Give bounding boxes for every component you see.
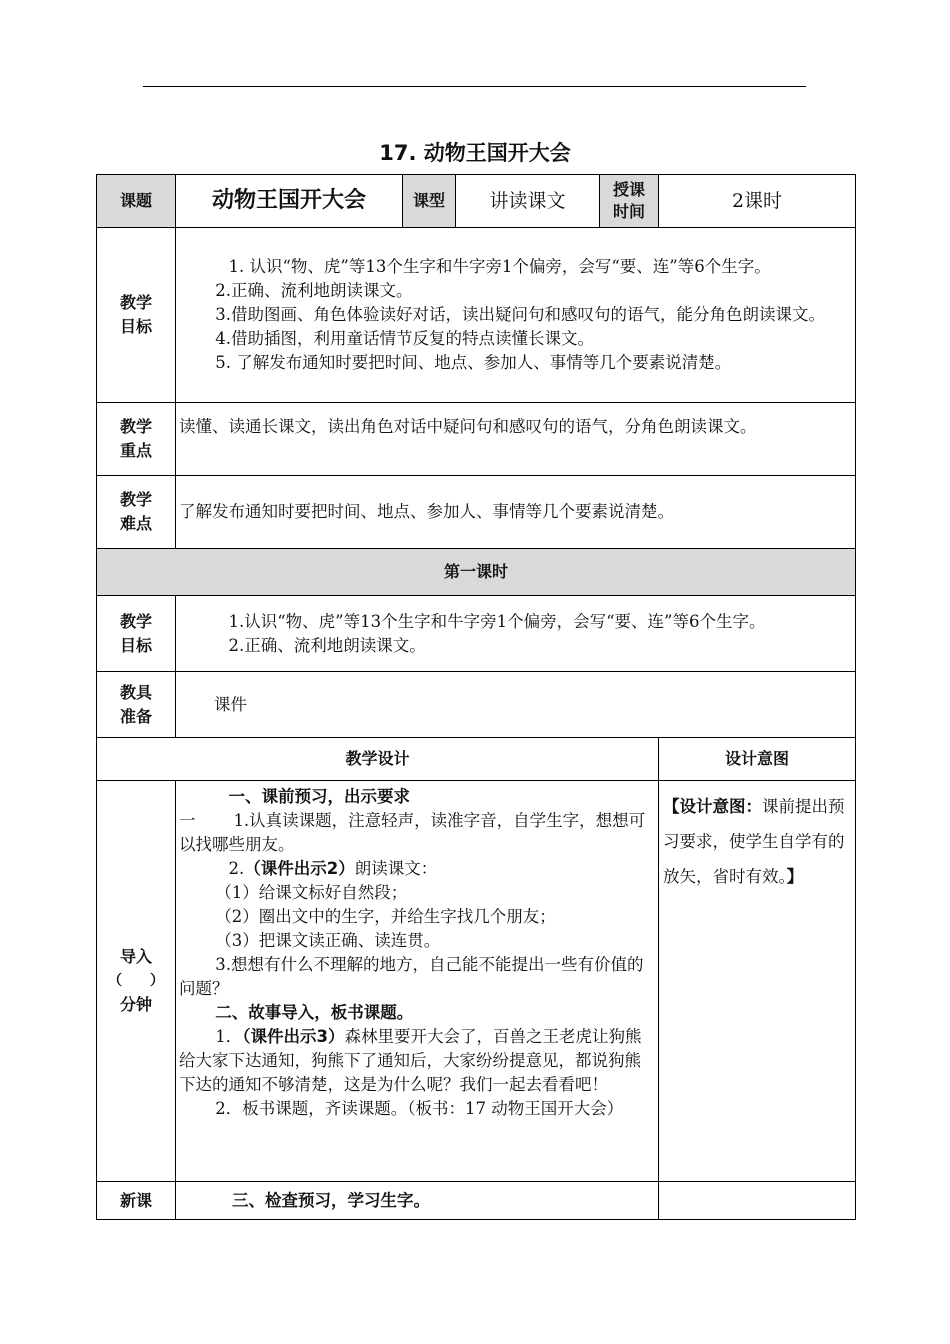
difficulties-label: 教学难点 [119, 490, 152, 533]
new-lesson-label: 新课 [97, 1182, 176, 1220]
header-rule [143, 86, 806, 87]
new-lesson-intent [659, 1182, 856, 1220]
intro-item: 1．（课件出示3）森林里要开大会了，百兽之王老虎让狗熊给大家下达通知，狗熊下了通知后，大家纷纷提意见，都说狗熊下达的通知不够清楚，这是为什么呢？我们一起去看看吧！ [179, 1027, 642, 1094]
time-value: 2课时 [659, 175, 856, 228]
key-points-text: 读懂、读通长课文，读出角色对话中疑问句和感叹句的语气，分角色朗读课文。 [176, 403, 856, 476]
topic-value: 动物王国开大会 [176, 175, 403, 228]
difficulties-row [97, 476, 856, 549]
type-value: 讲读课文 [456, 175, 600, 228]
lesson1-goals-row [97, 596, 856, 672]
goals-label: 教学目标 [97, 228, 176, 403]
lesson1-goal-item: 1.认识“物、虎”等13个生字和牛字旁1个偏旁，会写“要、连”等6个生字。 [228, 611, 766, 631]
goal-item: 2.正确、流利地朗读课文。 [215, 281, 413, 300]
intro-item: 2．板书课题，齐读课题。（板书：17 动物王国开大会） [215, 1099, 624, 1118]
section-title: 三、检查预习，学习生字。 [176, 1182, 659, 1220]
intro-item: 一 1.认真读课题，注意轻声，读准字音，自学生字，想想可以找哪些朋友。 [179, 811, 646, 854]
section-title: 二、故事导入，板书课题。 [215, 1003, 414, 1022]
time-label: 授课时间 [600, 175, 659, 228]
intro-subitem: （1）给课文标好自然段； [215, 883, 408, 902]
intent-header: 设计意图 [659, 738, 856, 781]
lesson1-title: 第一课时 [97, 549, 856, 596]
header-row [97, 175, 856, 228]
intro-item: 2.（课件出示2）朗读课文： [228, 859, 438, 878]
intro-subitem: （2）圈出文中的生字，并给生字找几个朋友； [215, 907, 556, 926]
lesson1-goals-label: 教学目标 [119, 611, 152, 655]
tools-row [97, 672, 856, 738]
section-title: 一、课前预习，出示要求 [228, 787, 410, 806]
goal-item: 3.借助图画、角色体验读好对话，读出疑问句和感叹句的语气，能分角色朗读课文。 [215, 305, 826, 324]
topic-label: 课题 [97, 175, 176, 228]
design-header: 教学设计 [97, 738, 659, 781]
lesson1-goal-item: 2.正确、流利地朗读课文。 [228, 635, 426, 655]
intro-content [176, 781, 659, 1182]
key-points-label: 教学重点 [119, 417, 152, 460]
intro-subitem: （3）把课文读正确、读连贯。 [215, 931, 441, 950]
new-lesson-row [97, 1182, 856, 1220]
design-intent: 【设计意图：课前提出预习要求，使学生自学有的放矢，省时有效。】 [659, 781, 856, 1182]
goal-item: 4.借助插图，利用童话情节反复的特点读懂长课文。 [215, 329, 595, 348]
goals-row [97, 228, 856, 403]
document-title: 17. 动物王国开大会 [379, 141, 571, 165]
lesson1-goals-content [176, 596, 856, 672]
goal-item: 1. 认识“物、虎”等13个生字和牛字旁1个偏旁，会写“要、连”等6个生字。 [228, 257, 771, 276]
key-points-row [97, 403, 856, 476]
intro-item: 3.想想有什么不理解的地方，自己能不能提出一些有价值的问题？ [179, 955, 644, 998]
tools-value: 课件 [176, 672, 856, 738]
goal-item: 5. 了解发布通知时要把时间、地点、参加人、事情等几个要素说清楚。 [215, 353, 732, 372]
goals-content [176, 228, 856, 403]
design-header-row [97, 738, 856, 781]
lesson1-title-row [97, 549, 856, 596]
lesson-plan-table [96, 174, 856, 1220]
intro-label: 导入 （ ） 分钟 [97, 781, 176, 1182]
tools-label: 教具准备 [119, 682, 152, 726]
difficulties-text: 了解发布通知时要把时间、地点、参加人、事情等几个要素说清楚。 [176, 476, 856, 549]
intro-row [97, 781, 856, 1182]
type-label: 课型 [403, 175, 456, 228]
